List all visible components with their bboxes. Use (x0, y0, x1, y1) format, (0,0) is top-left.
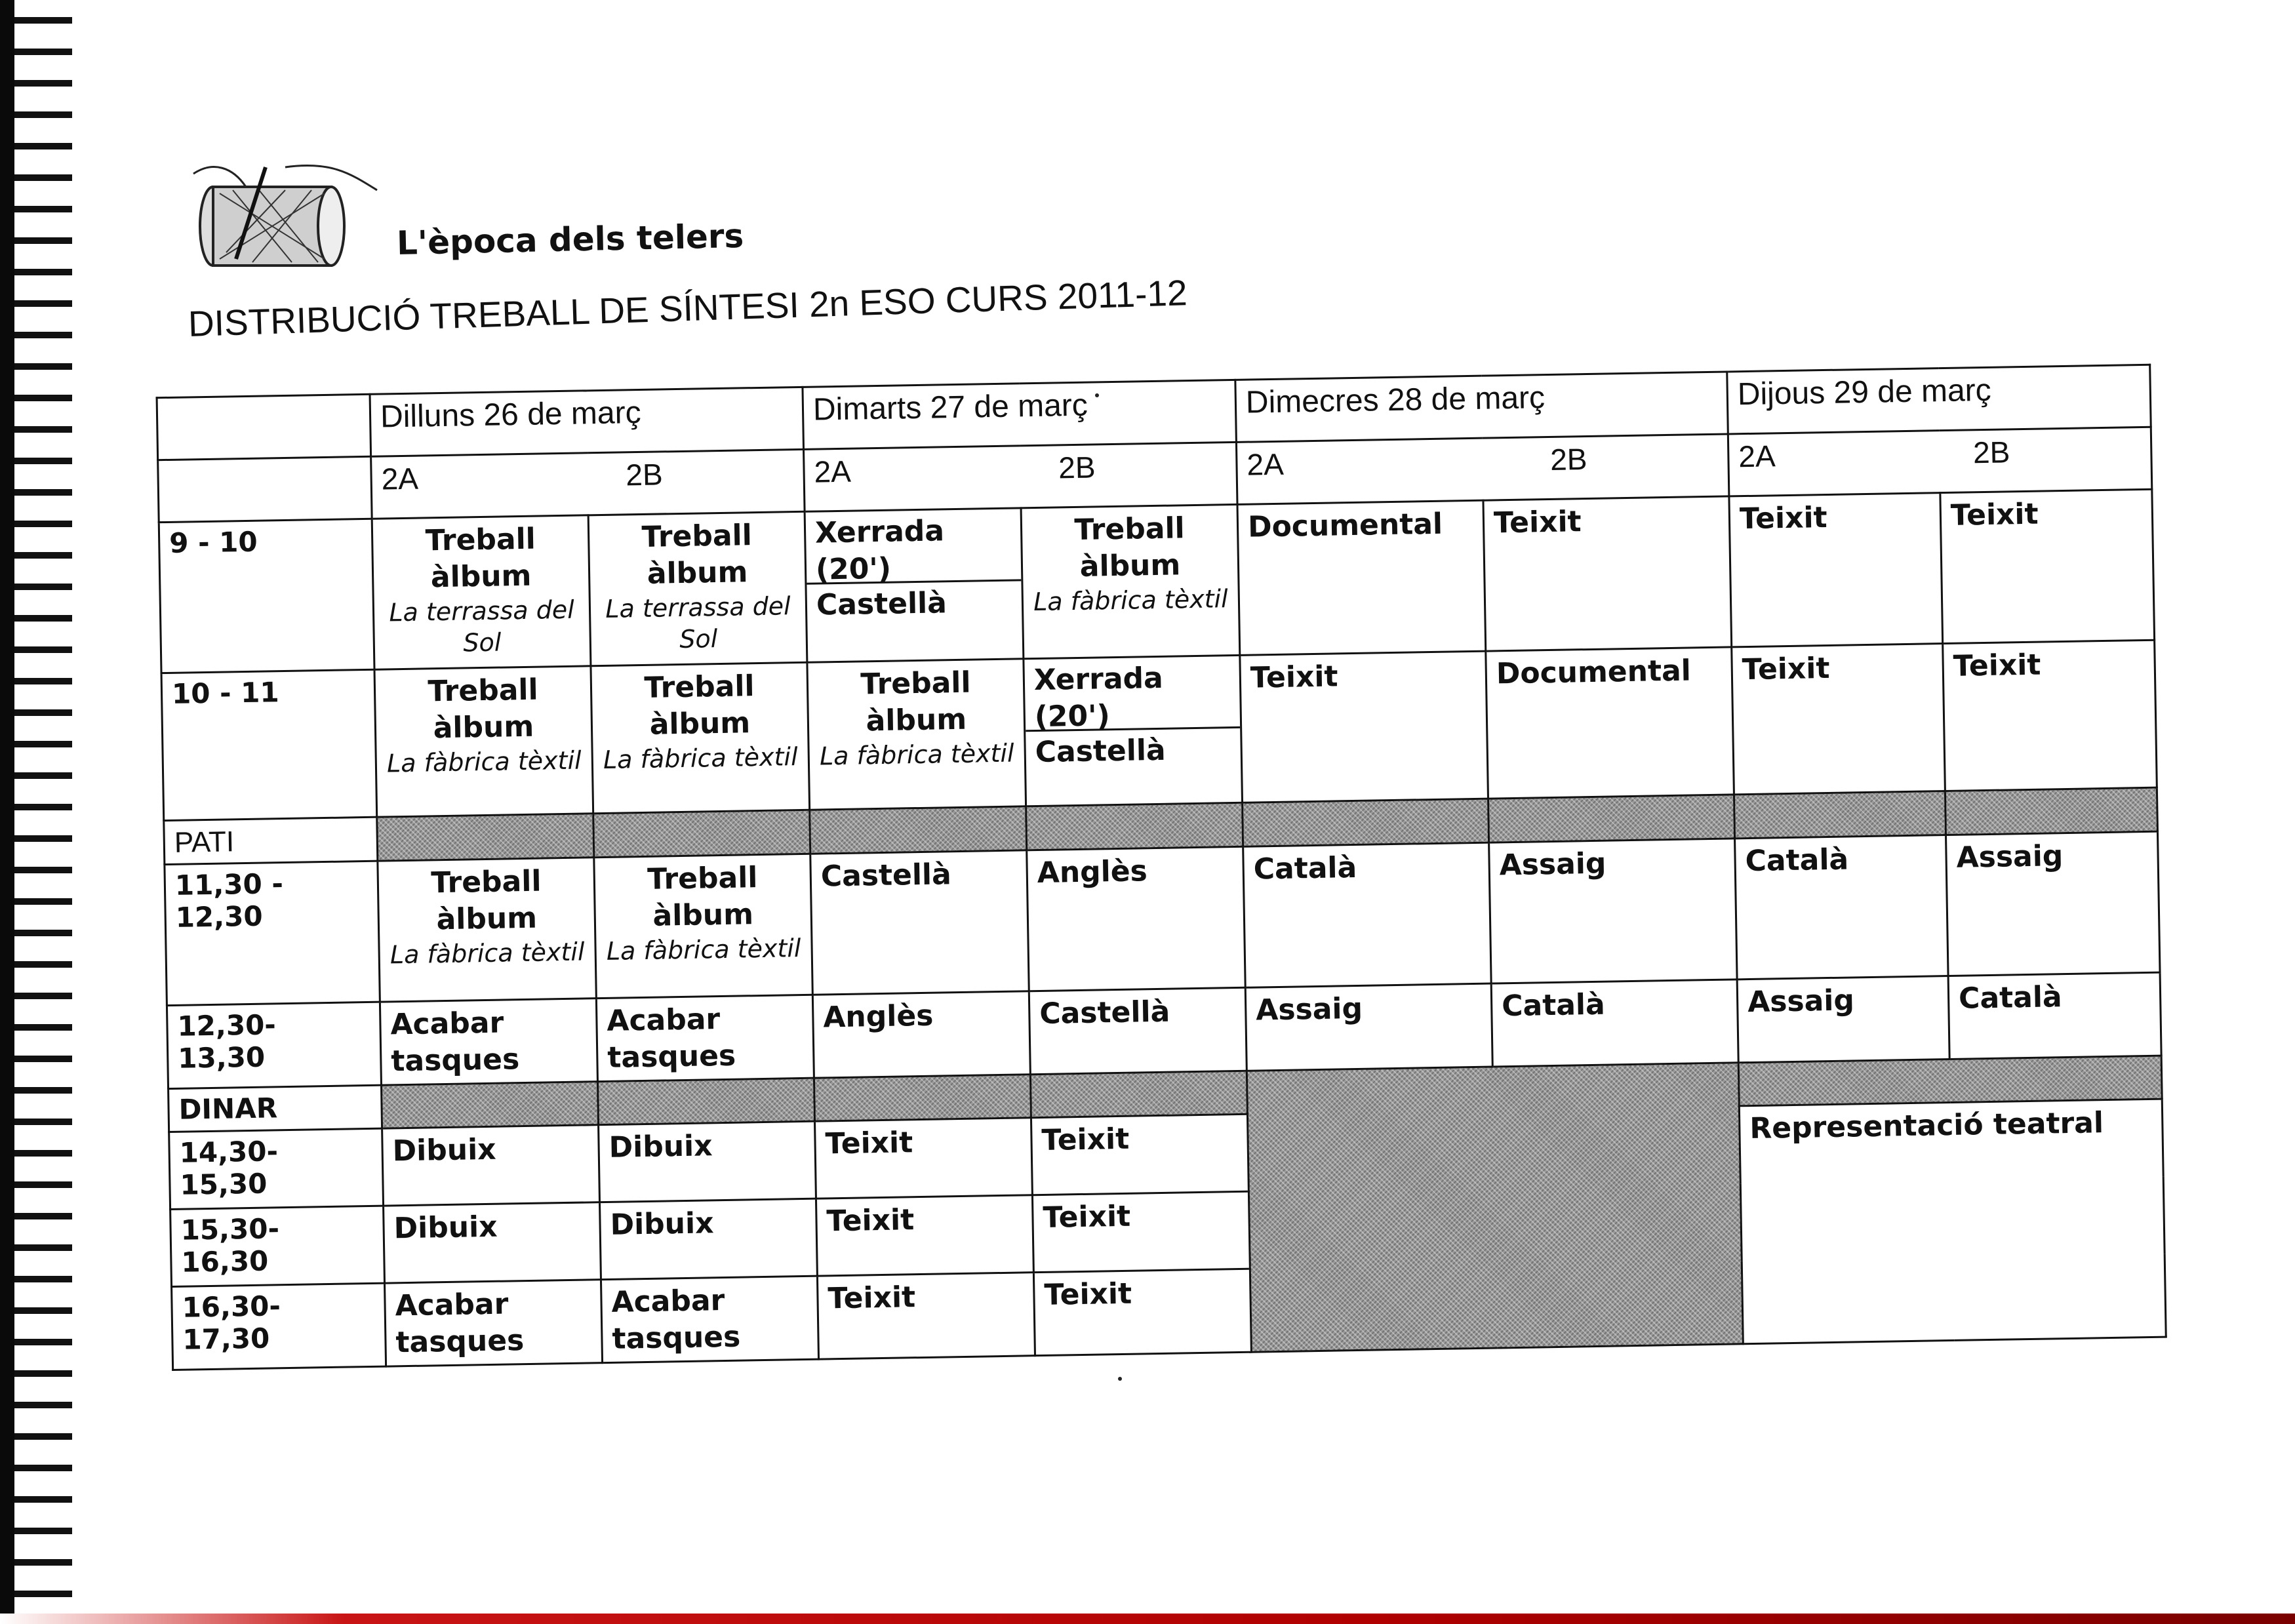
schedule-cell (596, 995, 814, 1081)
schedule-cell (812, 991, 1030, 1078)
schedule-cell (1032, 1191, 1250, 1272)
groups-monday (371, 449, 805, 519)
group-label: 2B (1058, 450, 1096, 485)
shaded-cell (1734, 791, 1946, 839)
shaded-cell (382, 1082, 599, 1128)
schedule-cell (372, 515, 591, 669)
schedule-cell (1491, 980, 1738, 1067)
schedule-cell (382, 1125, 600, 1206)
activity: Teixit (1250, 660, 1338, 695)
schedule-cell (807, 659, 1026, 810)
time-slot: 12,30- 13,30 (167, 1002, 381, 1088)
activity: Treball àlbum (428, 673, 538, 745)
schedule-cell (1243, 842, 1492, 987)
activity-note: La fàbrica tèxtil (389, 937, 585, 970)
schedule-cell (1027, 846, 1246, 991)
activity: Dibuix (393, 1210, 498, 1246)
activity: Teixit (1041, 1122, 1130, 1157)
break-label: DINAR (169, 1085, 382, 1132)
activity: Castellà (820, 858, 952, 894)
activity: Treball àlbum (860, 665, 971, 738)
activity: Treball àlbum (430, 864, 542, 937)
schedule-cell (1237, 500, 1486, 655)
groups-thursday (1728, 427, 2151, 496)
activity: Català (1501, 987, 1606, 1023)
schedule-cell (588, 511, 807, 665)
group-label: 2B (625, 457, 664, 492)
activity: Representació teatral (1749, 1106, 2104, 1146)
day-thursday: Dijous 29 de març (1727, 365, 2151, 434)
schedule-cell-thursday-afternoon (1739, 1099, 2166, 1344)
schedule-cell (385, 1280, 603, 1366)
schedule-cell (378, 858, 597, 1002)
group-label: 2A (814, 454, 852, 489)
activity-note: La fàbrica tèxtil (1033, 584, 1229, 617)
shaded-cell (1243, 799, 1489, 846)
schedule-cell (591, 662, 810, 813)
shaded-cell (1738, 1056, 2162, 1106)
page-edge (0, 1614, 2295, 1624)
schedule-table (156, 364, 2167, 1371)
activity-note: La fàbrica tèxtil (603, 742, 798, 774)
activity: Xerrada (20') (814, 514, 945, 587)
time-slot: 11,30 - 12,30 (165, 861, 380, 1005)
activity: Treball àlbum (425, 522, 536, 595)
activity: Assaig (1255, 991, 1363, 1027)
schedule-cell (1031, 1114, 1248, 1195)
activity: Castellà (1039, 995, 1170, 1031)
activity-note: La terrassa del Sol (605, 591, 791, 654)
activity: Acabar tasques (607, 1002, 736, 1075)
activity-note: La fàbrica tèxtil (606, 934, 801, 966)
activity: Acabar tasques (395, 1287, 525, 1360)
time-slot: 10 - 11 (161, 669, 377, 820)
activity: Teixit (1044, 1277, 1132, 1312)
day-tuesday: Dimarts 27 de març (803, 380, 1236, 449)
schedule-cell (1245, 983, 1492, 1071)
corner-cell (158, 456, 372, 522)
activity: Dibuix (392, 1132, 496, 1168)
activity: Dibuix (610, 1206, 714, 1242)
activity: Assaig (1956, 839, 2064, 875)
corner-cell (157, 394, 371, 460)
activity: Teixit (1739, 500, 1827, 536)
schedule-cell (599, 1121, 816, 1202)
activity: Teixit (1043, 1199, 1131, 1235)
schedule-cell (1940, 489, 2155, 643)
schedule-cell (1729, 493, 1943, 647)
activity: Treball àlbum (641, 519, 753, 591)
schedule-cell (1732, 644, 1946, 795)
spiral-binding (0, 0, 72, 1624)
activity: Teixit (1950, 497, 2039, 532)
activity: Anglès (822, 999, 934, 1035)
schedule-cell (1735, 835, 1949, 980)
activity: Teixit (1493, 505, 1582, 540)
shaded-cell (593, 810, 810, 857)
groups-tuesday (804, 442, 1237, 511)
activity: Anglès (1037, 854, 1148, 890)
schedule-cell (1021, 504, 1240, 658)
activity: Xerrada (20') (1033, 661, 1164, 734)
activity: Dibuix (609, 1129, 713, 1164)
schedule-cell (594, 854, 813, 998)
group-label: 2A (1247, 446, 1285, 482)
activity: Teixit (828, 1280, 916, 1316)
activity: Teixit (1742, 651, 1830, 687)
activity: Treball àlbum (1074, 511, 1186, 584)
subtitle: L'època dels telers (396, 216, 744, 262)
shaded-cell (597, 1078, 814, 1124)
schedule-cell (1948, 972, 2161, 1059)
schedule-cell (816, 1195, 1033, 1276)
schedule-cell (810, 850, 1029, 995)
schedule-cell (1737, 976, 1949, 1063)
group-label: 2A (1738, 439, 1776, 474)
schedule-table-wrapper (156, 364, 2166, 1403)
activity: Català (1253, 850, 1357, 886)
schedule-cell (817, 1273, 1035, 1359)
group-label: 2A (381, 461, 419, 496)
shaded-cell (1026, 802, 1243, 850)
schedule-cell (1946, 831, 2161, 976)
activity: Castellà (1035, 733, 1167, 770)
activity: Teixit (1953, 648, 2041, 683)
schedule-cell (1033, 1269, 1251, 1355)
day-monday: Dilluns 26 de març (370, 387, 803, 456)
activity: Treball àlbum (647, 861, 758, 933)
schedule-cell (1486, 647, 1734, 799)
time-slot: 14,30- 15,30 (169, 1128, 384, 1209)
shaded-cell (810, 806, 1027, 854)
activity-note: La fàbrica tèxtil (819, 738, 1014, 771)
schedule-cell (1240, 651, 1488, 802)
activity: Teixit (825, 1126, 913, 1161)
activity: Documental (1496, 654, 1692, 691)
activity: Acabar tasques (390, 1006, 520, 1079)
time-slot: 9 - 10 (159, 519, 374, 673)
schedule-cell (1943, 640, 2157, 791)
groups-wednesday (1236, 434, 1728, 504)
schedule-cell (601, 1276, 818, 1362)
schedule-cell (374, 666, 593, 817)
schedule-cell (600, 1198, 818, 1279)
time-slot: 15,30- 16,30 (170, 1206, 385, 1286)
shaded-cell (1488, 795, 1734, 842)
shaded-cell (814, 1075, 1031, 1121)
schedule-cell (1489, 839, 1738, 983)
activity: Documental (1247, 507, 1443, 544)
activity: Assaig (1747, 983, 1855, 1020)
schedule-cell-split (805, 508, 1024, 662)
shaded-cell (1945, 787, 2157, 835)
activity-note: La fàbrica tèxtil (386, 745, 582, 778)
shaded-cell (1030, 1071, 1247, 1117)
activity-note: La terrassa del Sol (389, 595, 575, 658)
break-label: PATI (164, 817, 378, 864)
schedule-cell (384, 1202, 601, 1283)
shaded-block-wednesday (1247, 1063, 1743, 1352)
activity: Castellà (816, 586, 948, 622)
shaded-cell (377, 814, 594, 861)
day-wednesday: Dimecres 28 de març (1235, 372, 1728, 442)
group-label: 2B (1549, 442, 1587, 477)
activity: Teixit (826, 1203, 915, 1238)
activity: Català (1958, 980, 2063, 1016)
activity: Assaig (1499, 846, 1606, 882)
schedule-cell (1029, 987, 1247, 1074)
schedule-cell (815, 1118, 1033, 1198)
thread-spool-icon (187, 161, 384, 279)
schedule-cell-split (1024, 655, 1243, 806)
activity: Treball àlbum (644, 669, 755, 742)
group-label: 2B (1972, 435, 2010, 470)
schedule-cell (380, 999, 597, 1085)
activity: Català (1745, 842, 1849, 879)
page-title: DISTRIBUCIÓ TREBALL DE SÍNTESI 2n ESO CURS 2011-12 (188, 272, 1188, 344)
schedule-cell (1483, 496, 1732, 651)
activity: Acabar tasques (611, 1284, 741, 1356)
time-slot: 16,30- 17,30 (172, 1283, 386, 1370)
